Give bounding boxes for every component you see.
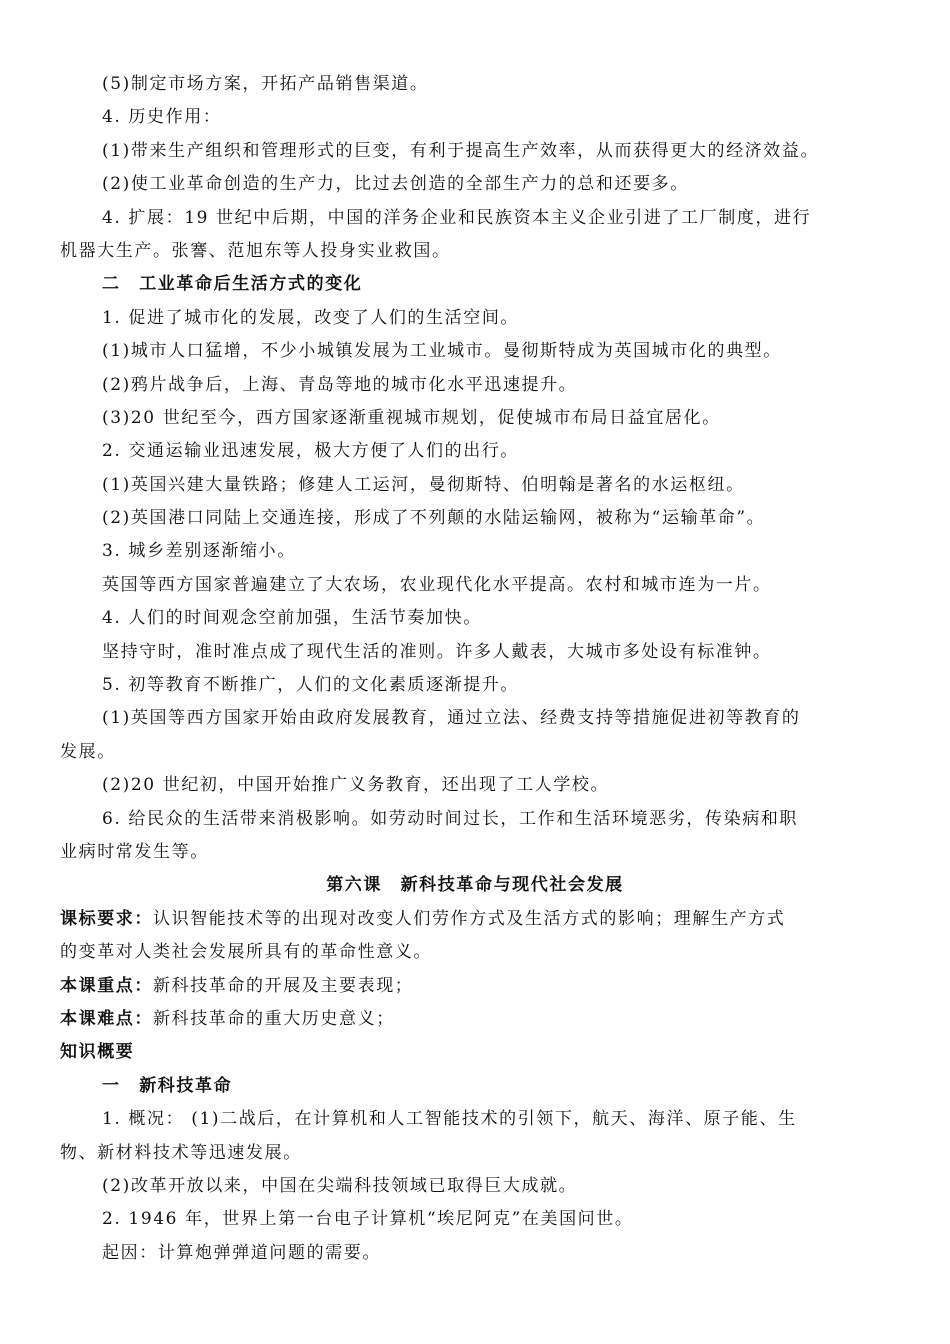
text-line: 英国等西方国家普遍建立了大农场，农业现代化水平提高。农村和城市连为一片。 <box>102 574 772 595</box>
text-line: (1)城市人口猛增，不少小城镇发展为工业城市。曼彻斯特成为英国城市化的典型。 <box>102 341 782 362</box>
section-item: 4. 人们的时间观念空前加强，生活节奏加快。 <box>102 608 482 629</box>
text-line: (1)英国兴建大量铁路；修建人工运河，曼彻斯特、伯明翰是著名的水运枢纽。 <box>102 474 745 495</box>
text-line: (2)英国港口同陆上交通连接，形成了不列颠的水陆运输网，被称为“运输革命”。 <box>102 508 766 529</box>
lesson-difficulty-label: 本课难点： <box>60 1008 153 1029</box>
text-line: 起因：计算炮弹弹道问题的需要。 <box>102 1242 381 1263</box>
document-page <box>0 68 950 1270</box>
text-line-continuation: 的变革对人类社会发展所具有的革命性意义。 <box>60 942 432 963</box>
curriculum-requirement-text: 认识智能技术等的出现对改变人们劳作方式及生活方式的影响；理解生产方式 <box>153 908 786 929</box>
text-line: (3)20 世纪至今，西方国家逐渐重视城市规划，促使城市布局日益宜居化。 <box>102 407 721 428</box>
curriculum-requirement-label: 课标要求： <box>60 908 153 929</box>
text-line: (2)鸦片战争后，上海、青岛等地的城市化水平迅速提升。 <box>102 374 578 395</box>
section-heading: 二 工业革命后生活方式的变化 <box>102 274 363 295</box>
curriculum-requirement <box>0 903 950 936</box>
text-line: (1)带来生产组织和管理形式的巨变，有利于提高生产效率，从而获得更大的经济效益。 <box>102 140 820 161</box>
lesson-difficulty <box>0 1003 950 1036</box>
lesson-focus <box>0 970 950 1003</box>
section-item: 1. 促进了城市化的发展，改变了人们的生活空间。 <box>102 307 520 328</box>
section-item: 4. 历史作用： <box>102 107 222 128</box>
section-item: 1. 概况： (1)二战后，在计算机和人工智能技术的引领下，航天、海洋、原子能、生 <box>102 1109 797 1130</box>
section-item: 6. 给民众的生活带来消极影响。如劳动时间过长，工作和生活环境恶劣，传染病和职 <box>102 808 799 829</box>
section-item: 3. 城乡差别逐渐缩小。 <box>102 541 296 562</box>
lesson-difficulty-text: 新科技革命的重大历史意义； <box>153 1008 395 1029</box>
section-item: 2. 交通运输业迅速发展，极大方便了人们的出行。 <box>102 441 520 462</box>
text-line: (2)使工业革命创造的生产力，比过去创造的全部生产力的总和还要多。 <box>102 174 689 195</box>
lesson-focus-label: 本课重点： <box>60 975 153 996</box>
section-item: 4. 扩展：19 世纪中后期，中国的洋务企业和民族资本主义企业引进了工厂制度，进行 <box>102 207 812 228</box>
text-line-continuation: 业病时常发生等。 <box>60 841 209 862</box>
text-line-continuation: 物、新材料技术等迅速发展。 <box>60 1142 302 1163</box>
text-line: 坚持守时，准时准点成了现代生活的准则。许多人戴表，大城市多处设有标准钟。 <box>102 641 772 662</box>
text-line: (1)英国等西方国家开始由政府发展教育，通过立法、经费支持等措施促进初等教育的 <box>102 708 801 729</box>
text-line-continuation: 发展。 <box>60 741 116 762</box>
knowledge-overview-heading: 知识概要 <box>60 1042 135 1063</box>
text-line: (2)改革开放以来，中国在尖端科技领域已取得巨大成就。 <box>102 1175 578 1196</box>
section-heading: 一 新科技革命 <box>102 1075 233 1096</box>
text-line: (5)制定市场方案，开拓产品销售渠道。 <box>102 74 429 94</box>
section-item: 5. 初等教育不断推广，人们的文化素质逐渐提升。 <box>102 675 520 696</box>
lesson-title: 第六课 新科技革命与现代社会发展 <box>326 875 624 896</box>
section-item: 2. 1946 年，世界上第一台电子计算机“埃尼阿克”在美国问世。 <box>102 1209 634 1230</box>
lesson-focus-text: 新科技革命的开展及主要表现； <box>153 975 414 996</box>
text-line: (2)20 世纪初，中国开始推广义务教育，还出现了工人学校。 <box>102 775 610 796</box>
text-line-continuation: 机器大生产。张謇、范旭东等人投身实业救国。 <box>60 240 451 261</box>
